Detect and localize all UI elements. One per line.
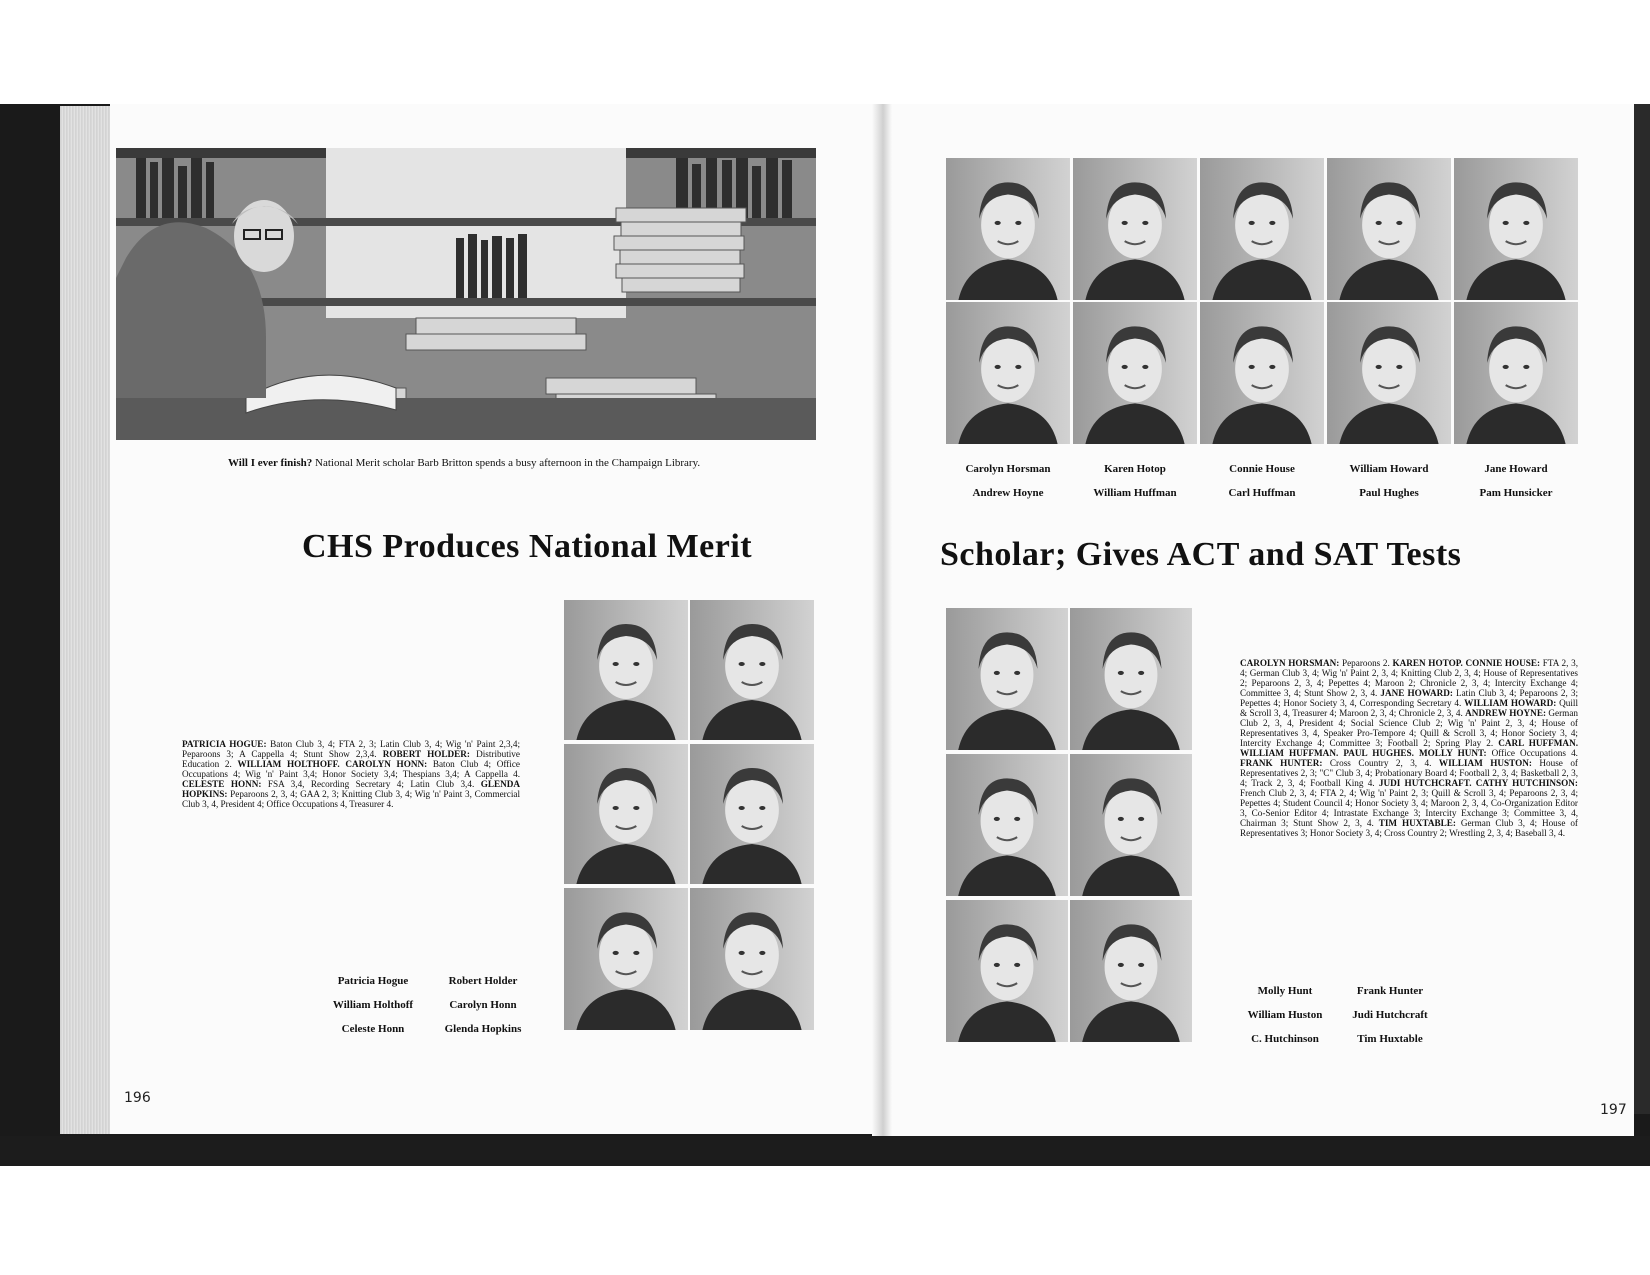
portrait-name: Carolyn Horsman: [965, 463, 1051, 475]
bio-name: CAROLYN HORSMAN:: [1240, 658, 1340, 668]
portrait-photo: [564, 600, 688, 740]
portrait-name: Molly Hunt: [1257, 985, 1313, 997]
portrait-photo: [1327, 302, 1451, 444]
bio-text: FSA 3,4, Recording Secretary 4; Latin Club 3,4.: [261, 779, 481, 789]
bio-text: Distributive Education 2.: [182, 749, 520, 769]
portrait-name: Carolyn Honn: [449, 999, 517, 1011]
bio-text: French Club 2, 3, 4; FTA 2, 4; Wig 'n' Paint 2, 3; Quill & Scroll 3, 4; Peparoons 2, 3, 4; Pepettes 4; Student Council 4; Honor Society 3, 4; Maroon 2, 3, 4, Co-Organization Editor 3, Co-Senior Editor 4; Intrastate Exchange 3; Intercity Exchange 3; Committee 3, 4, Chairman 3; Stunt Show 2, 3, 4.: [1240, 788, 1578, 828]
portrait-photo: [1454, 302, 1578, 444]
portrait-photo: [1070, 754, 1192, 896]
portrait-name: William Huffman: [1093, 487, 1177, 499]
bio-text: House of Representatives 2, 3; "C" Club 3, 4; Probationary Board 4; Football 2, 3, 4; Basketball 2, 3, 4; Track 2, 3, 4; Football King 4.: [1240, 758, 1578, 788]
portrait-name: Connie House: [1229, 463, 1295, 475]
portrait-photo: [1200, 302, 1324, 444]
portrait-name: Patricia Hogue: [337, 975, 409, 987]
bio-name: FRANK HUNTER:: [1240, 758, 1323, 768]
bio-name: KAREN HOTOP.: [1392, 658, 1463, 668]
portrait-name: William Holthoff: [332, 999, 414, 1011]
portrait-name: Jane Howard: [1484, 463, 1548, 475]
bio-name: TIM HUXTABLE:: [1378, 818, 1456, 828]
portrait-name: Carl Huffman: [1228, 487, 1296, 499]
photo-caption: [228, 457, 700, 469]
portrait-photo: [946, 754, 1068, 896]
bio-name: CAROLYN HONN:: [345, 759, 428, 769]
portrait-name: C. Hutchinson: [1251, 1033, 1319, 1045]
portrait-photo: [690, 600, 814, 740]
portrait-photo: [946, 158, 1070, 300]
portrait-name: Celeste Honn: [341, 1023, 405, 1035]
portrait-name: William Howard: [1349, 463, 1429, 475]
portrait-photo: [946, 302, 1070, 444]
page-number-left: 196: [124, 1090, 151, 1106]
portrait-photo: [690, 744, 814, 884]
bio-text: Baton Club 3, 4; FTA 2, 3; Latin Club 3, 4; Wig 'n' Paint 2,3,4; Peparoons 3; A Cappella 4; Stunt Show 2,3,4.: [182, 739, 520, 759]
bio-name: CONNIE HOUSE:: [1465, 658, 1541, 668]
bio-text: Latin Club 3, 4; Peparoons 2, 3; Pepettes 4; Honor Society 3, 4, Corresponding Secretary 4.: [1240, 688, 1579, 708]
portrait-name: Paul Hughes: [1359, 487, 1419, 499]
bio-block-left: [182, 739, 520, 809]
portrait-name: William Huston: [1247, 1009, 1323, 1021]
bio-text: Peparoons 2, 3, 4; GAA 2, 3; Knitting Club 3, 4; Wig 'n' Paint 3, Commercial Club 3, 4, President 4; Office Occupations 4, Treasurer 4.: [182, 789, 520, 809]
portrait-photo: [690, 888, 814, 1030]
bio-block-right: [1240, 658, 1578, 838]
bio-text: Quill & Scroll 3, 4, Treasurer 4; Maroon 2, 3, 4; Chronicle 2, 3, 4.: [1240, 698, 1579, 718]
portrait-photo: [1200, 158, 1324, 300]
bio-name: ROBERT HOLDER:: [382, 749, 470, 759]
portrait-name: Tim Huxtable: [1357, 1033, 1423, 1045]
portrait-photo: [1073, 158, 1197, 300]
bio-name: PATRICIA HOGUE:: [182, 739, 267, 749]
portrait-photo: [564, 888, 688, 1030]
caption-lead: Will I ever finish?: [228, 457, 313, 469]
portrait-name: Pam Hunsicker: [1479, 487, 1553, 499]
portrait-name: Andrew Hoyne: [972, 487, 1044, 499]
bottom-scan-edge: [0, 1136, 1650, 1166]
portrait-photo: [1327, 158, 1451, 300]
portrait-photo: [1073, 302, 1197, 444]
bio-name: JUDI HUTCHCRAFT. CATHY HUTCHINSON:: [1378, 778, 1578, 788]
bio-name: CELESTE HONN:: [182, 779, 262, 789]
portrait-photo: [564, 744, 688, 884]
bio-name: WILLIAM HOWARD:: [1464, 698, 1557, 708]
right-scan-edge: [1634, 104, 1650, 1114]
portrait-name: Glenda Hopkins: [444, 1023, 522, 1035]
portrait-photo: [1070, 900, 1192, 1042]
portrait-name: Karen Hotop: [1104, 463, 1166, 475]
bio-text: Baton Club 4; Office Occupations 4; Wig 'n' Paint 3,4; Honor Society 3,4; Thespians 3,4; A Cappella 4.: [182, 759, 521, 779]
bio-text: German Club 3, 4; House of Representatives 3; Honor Society 3, 4; Cross Country 2; Wrestling 2, 3, 4; Baseball 3, 4.: [1240, 818, 1578, 838]
bio-name: CARL HUFFMAN. WILLIAM HUFFMAN. PAUL HUGHES. MOLLY HUNT:: [1240, 738, 1578, 758]
book-gutter: [872, 104, 892, 1136]
bio-text: German Club 2, 3, 4, President 4; Social Science Club 2; Wig 'n' Paint 2, 3, 4; House of Representatives 3, 4, Speaker Pro-Tempore 4; Quill & Scroll 3, 4; Honor Society 3, 4; Intercity Exchange 4; Committee 3; Football 2; Spring Play 2.: [1240, 708, 1579, 748]
bio-text: Peparoons 2.: [1339, 658, 1393, 668]
bio-name: JANE HOWARD:: [1380, 688, 1453, 698]
library-photo: [116, 148, 816, 440]
headline-left: CHS Produces National Merit: [302, 528, 753, 565]
portrait-photo: [946, 900, 1068, 1042]
portrait-name: Judi Hutchcraft: [1352, 1009, 1428, 1021]
bio-name: WILLIAM HOLTHOFF.: [237, 759, 340, 769]
portrait-photo: [1070, 608, 1192, 750]
bio-text: Office Occupations 4.: [1486, 748, 1578, 758]
page-number-right: 197: [1600, 1102, 1627, 1118]
portrait-photo: [1454, 158, 1578, 300]
caption-text: National Merit scholar Barb Britton spends a busy afternoon in the Champaign Library.: [312, 457, 701, 469]
book-page-edges: [60, 106, 112, 1134]
bio-text: Cross Country 2, 3, 4.: [1322, 758, 1439, 768]
portrait-name: Robert Holder: [448, 975, 518, 987]
bio-text: FTA 2, 3, 4; German Club 3, 4; Wig 'n' Paint 2, 3, 4; Knitting Club 2, 3, 4; House of Representatives 2; Peparoons 2, 3, 4; Pepettes 4; Maroon 2; Chronicle 2, 3, 4; Intercity Exchange 4; Committee 3, 4; Stunt Show 2, 3, 4.: [1240, 658, 1578, 698]
portrait-name: Frank Hunter: [1356, 985, 1424, 997]
bio-name: GLENDA HOPKINS:: [182, 779, 520, 799]
headline-right: Scholar; Gives ACT and SAT Tests: [940, 536, 1462, 573]
portrait-photo: [946, 608, 1068, 750]
bio-name: WILLIAM HUSTON:: [1438, 758, 1532, 768]
bio-name: ANDREW HOYNE:: [1465, 708, 1547, 718]
